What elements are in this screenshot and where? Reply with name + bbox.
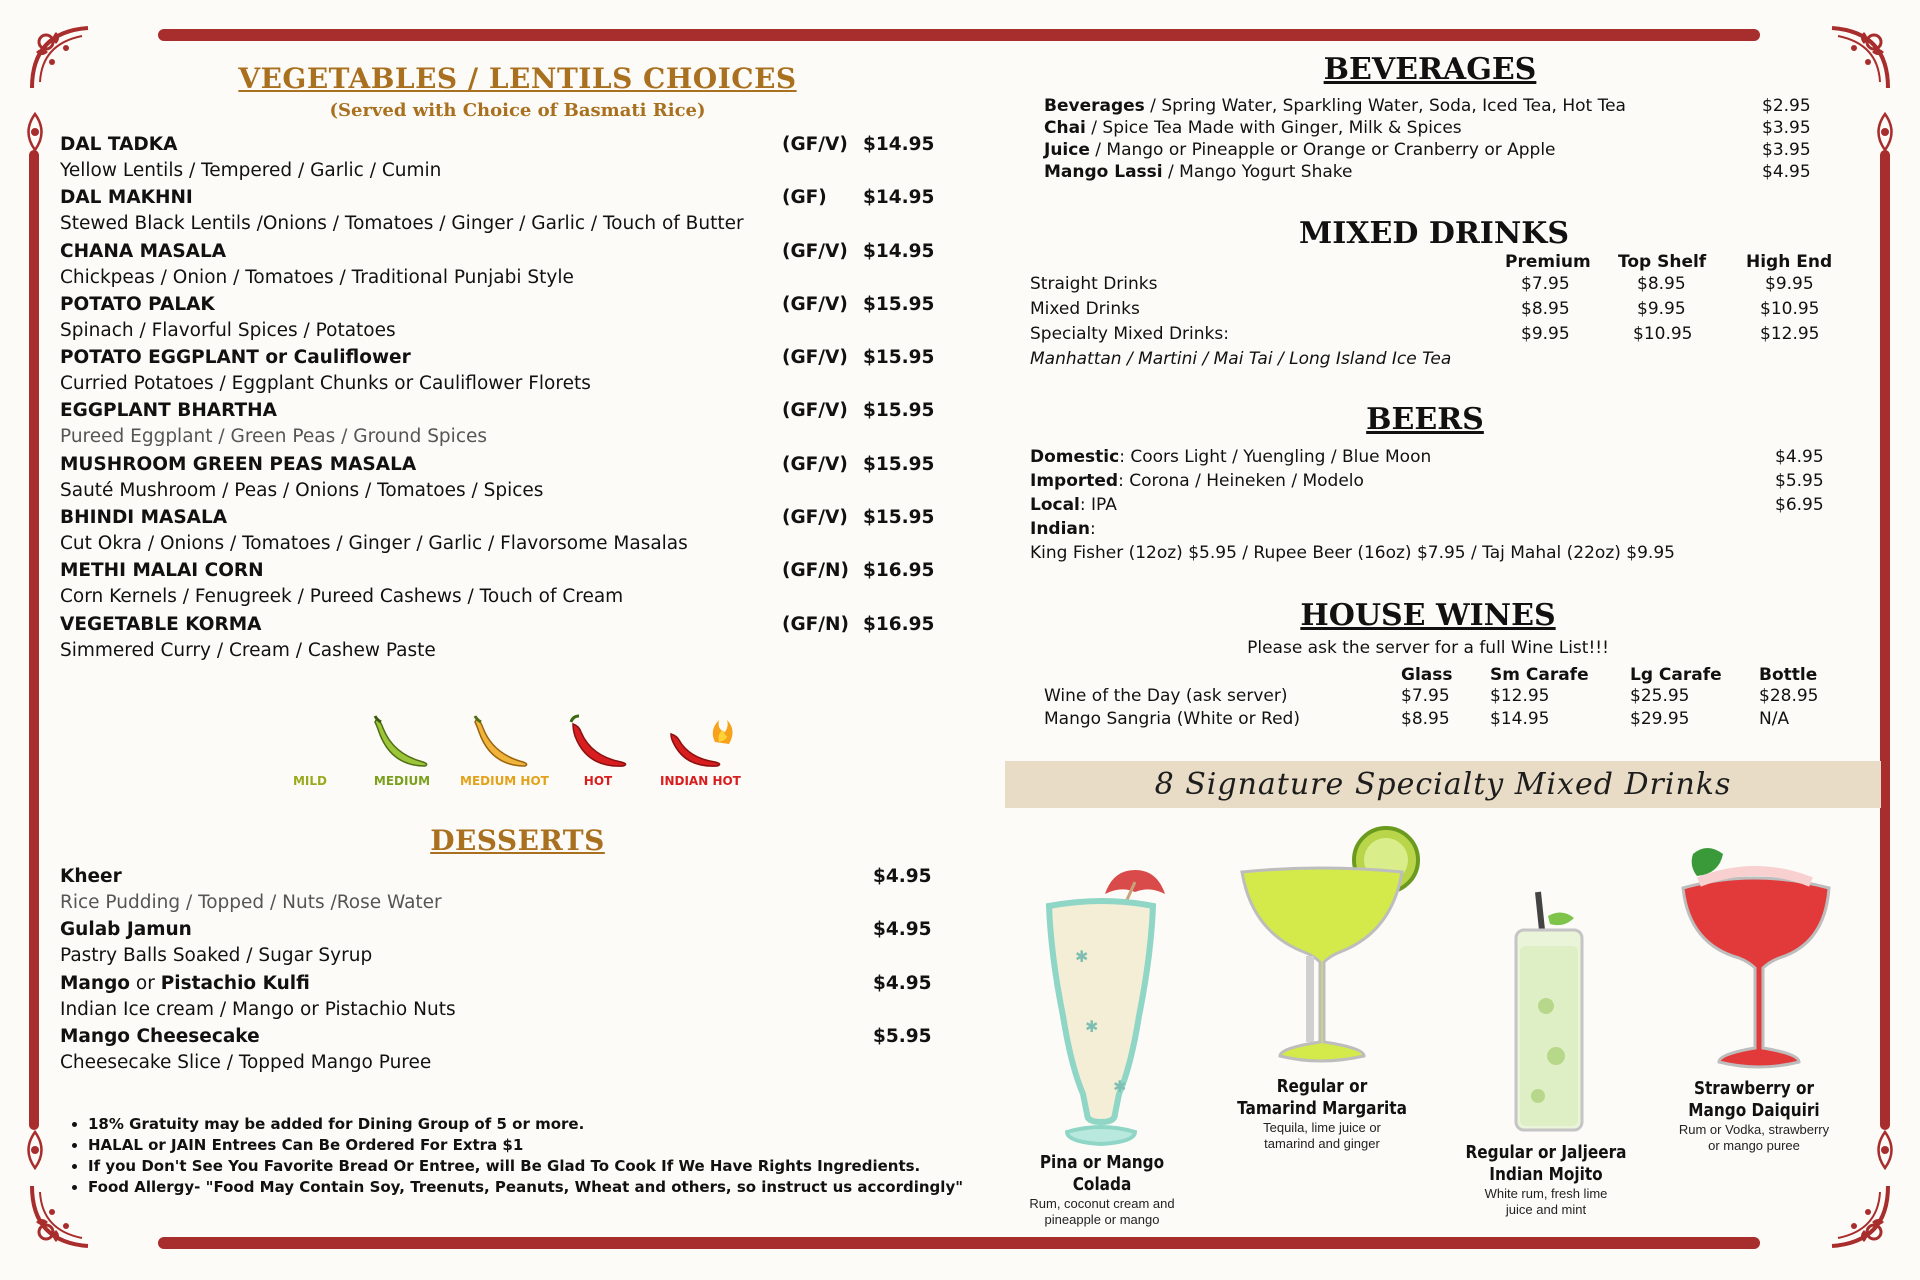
item-price: $16.95 [863, 560, 935, 582]
item-diet-tag: (GF) [782, 187, 827, 209]
price-high-end: $9.95 [1765, 274, 1814, 294]
spice-label: MEDIUM [373, 774, 431, 788]
beer-category: Local [1030, 495, 1080, 515]
item-diet-tag: (GF/V) [782, 240, 848, 262]
yellow-chili-icon [465, 712, 535, 772]
drink-description: pineapple or mango [1044, 1212, 1160, 1227]
note-item: • Food Allergy- "Food May Contain Soy, Treenuts, Peanuts, Wheat and others, so instruct us accordingly" [88, 1177, 968, 1198]
price-top-shelf: $8.95 [1637, 274, 1686, 294]
beverage-name [1044, 140, 1556, 160]
spice-label: MILD [292, 774, 327, 788]
column-header: Bottle [1759, 665, 1818, 685]
column-header: Premium [1505, 252, 1591, 272]
drink-description: tamarind and ginger [1264, 1136, 1380, 1151]
item-name: POTATO PALAK [60, 293, 215, 315]
item-price: $16.95 [863, 613, 935, 635]
beverage-price: $3.95 [1762, 140, 1811, 160]
item-diet-tag: (GF/N) [782, 613, 849, 635]
beverage-detail: / Mango or Pineapple or Orange or Cranberry or Apple [1089, 140, 1556, 160]
item-name-part: Pistachio Kulfi [160, 972, 310, 994]
wine-name: Mango Sangria (White or Red) [1044, 709, 1300, 729]
item-description: Rice Pudding / Topped / Nuts /Rose Water [60, 892, 442, 913]
wine-name: Wine of the Day (ask server) [1044, 686, 1288, 706]
item-description: Simmered Curry / Cream / Cashew Paste [60, 639, 436, 661]
item-diet-tag: (GF/V) [782, 507, 848, 529]
menu-item [60, 187, 940, 240]
item-diet-tag: (GF/V) [782, 453, 848, 475]
item-price: $5.95 [873, 1025, 932, 1047]
item-description: Cheesecake Slice / Topped Mango Puree [60, 1051, 432, 1073]
beer-category: Indian [1030, 519, 1090, 539]
drink-card-daiquiri [1654, 838, 1854, 1154]
drink-description: or mango puree [1708, 1138, 1800, 1153]
drink-card-colada [1002, 862, 1202, 1228]
price-bottle: N/A [1759, 709, 1790, 729]
beer-price: $4.95 [1775, 447, 1824, 467]
red-chili-icon [563, 712, 633, 772]
spice-level-legend [270, 712, 750, 792]
desserts-list [60, 866, 940, 1079]
item-diet-tag: (GF/V) [782, 134, 848, 155]
beverage-price: $3.95 [1762, 118, 1811, 138]
beverage-price: $4.95 [1762, 162, 1811, 182]
beverage-name [1044, 162, 1352, 182]
price-glass: $8.95 [1401, 709, 1450, 729]
svg-text:✱: ✱ [1085, 1017, 1099, 1036]
price-top-shelf: $9.95 [1637, 299, 1686, 319]
drink-name: Straight Drinks [1030, 274, 1158, 294]
column-header: High End [1746, 252, 1833, 272]
signature-drinks-banner: 8 Signature Specialty Mixed Drinks [1005, 761, 1881, 808]
beverage-price: $2.95 [1762, 96, 1811, 116]
price-bottle: $28.95 [1759, 686, 1819, 706]
beverage-name-bold: Juice [1044, 140, 1090, 160]
note-item: • 18% Gratuity may be added for Dining Group of 5 or more. [88, 1114, 968, 1135]
beer-price: $6.95 [1775, 495, 1824, 515]
price-high-end: $12.95 [1760, 324, 1820, 344]
menu-item [60, 400, 940, 453]
item-description: Chickpeas / Onion / Tomatoes / Traditional Punjabi Style [60, 266, 574, 288]
beer-category: Domestic [1030, 447, 1120, 467]
drink-card-mojito [1446, 886, 1646, 1218]
drink-name-line: Strawberry or [1693, 1078, 1815, 1099]
specialty-drinks-list: Manhattan / Martini / Mai Tai / Long Island Ice Tea [1030, 349, 1452, 369]
drink-name-line: Indian Mojito [1489, 1164, 1603, 1185]
daiquiri-glass-icon [1669, 838, 1839, 1078]
menu-item [60, 1026, 940, 1079]
indian-beer-row: King Fisher (12oz) $5.95 / Rupee Beer (16oz) $7.95 / Taj Mahal (22oz) $9.95 [1030, 543, 1675, 563]
item-price: $4.95 [873, 919, 932, 941]
item-description: Stewed Black Lentils /Onions / Tomatoes / Ginger / Garlic / Touch of Butter [60, 213, 744, 235]
frame-right-border [1880, 150, 1890, 1130]
note-item: • If you Don't See You Favorite Bread Or Entree, will Be Glad To Cook If We Have Rights Ingredients. [88, 1156, 968, 1177]
price-glass: $7.95 [1401, 686, 1450, 706]
margarita-glass-icon [1222, 826, 1422, 1076]
menu-item [60, 866, 940, 919]
drink-name-line: Regular or Jaljeera [1465, 1142, 1627, 1163]
menu-item [60, 294, 940, 347]
price-sm-carafe: $14.95 [1490, 709, 1550, 729]
item-description: Yellow Lentils / Tempered / Garlic / Cumin [60, 160, 442, 181]
beer-row [1030, 519, 1830, 543]
frame-bottom-border [158, 1237, 1760, 1249]
item-description: Cut Okra / Onions / Tomatoes / Ginger / Garlic / Flavorsome Masalas [60, 533, 688, 555]
column-header: Glass [1401, 665, 1453, 685]
beverage-detail: / Mango Yogurt Shake [1162, 162, 1353, 182]
item-name: EGGPLANT BHARTHA [60, 400, 277, 422]
beverages-list [1044, 96, 1824, 184]
item-name: Mango Cheesecake [60, 1025, 260, 1047]
beer-brands: : [1090, 519, 1096, 539]
drink-card-margarita [1222, 826, 1422, 1152]
item-name: Kheer [60, 866, 122, 887]
column-header: Top Shelf [1618, 252, 1707, 272]
spice-level-medium [362, 712, 442, 788]
item-description: Curried Potatoes / Eggplant Chunks or Cauliflower Florets [60, 373, 591, 395]
spice-level-indian-hot [660, 712, 740, 788]
drink-description: White rum, fresh lime [1484, 1186, 1608, 1201]
spice-label: HOT [583, 774, 613, 788]
beverage-name [1044, 96, 1626, 116]
beer-row [1030, 471, 1830, 495]
item-price: $15.95 [863, 507, 935, 529]
spice-level-mild [270, 712, 350, 788]
item-name: VEGETABLE KORMA [60, 613, 262, 635]
spice-label: MEDIUM HOT [460, 774, 549, 788]
drink-name: Specialty Mixed Drinks: [1030, 324, 1229, 344]
beer-brands: : Corona / Heineken / Modelo [1118, 471, 1364, 491]
menu-item [60, 454, 940, 507]
beverages-title: BEVERAGES [1323, 52, 1537, 87]
item-price: $15.95 [863, 293, 935, 315]
item-name: DAL MAKHNI [60, 187, 193, 209]
menu-item [60, 347, 940, 400]
drink-name-line: Regular or [1276, 1076, 1368, 1097]
drink-description: juice and mint [1505, 1202, 1587, 1217]
menu-item [60, 560, 940, 613]
frame-left-border [29, 150, 39, 1130]
beverage-name-bold: Mango Lassi [1044, 162, 1163, 182]
menu-item [60, 973, 940, 1026]
item-price: $14.95 [863, 240, 935, 262]
side-ornament-icon [1870, 112, 1900, 152]
side-ornament-icon [20, 112, 50, 152]
blank-icon [270, 712, 350, 772]
drink-name: Mixed Drinks [1030, 299, 1140, 319]
side-ornament-icon [1870, 1130, 1900, 1170]
column-header: Lg Carafe [1630, 665, 1722, 685]
vegetables-title: VEGETABLES / LENTILS CHOICES [238, 62, 797, 95]
item-price: $15.95 [863, 347, 935, 369]
item-price: $15.95 [863, 400, 935, 422]
price-high-end: $10.95 [1760, 299, 1820, 319]
spice-level-hot [558, 712, 638, 788]
green-chili-icon [367, 712, 437, 772]
item-description: Spinach / Flavorful Spices / Potatoes [60, 319, 396, 341]
mojito-glass-icon [1486, 886, 1606, 1142]
beer-category: Imported [1030, 471, 1119, 491]
beverage-row [1044, 118, 1824, 140]
beverage-name [1044, 118, 1462, 138]
item-price: $4.95 [873, 866, 932, 887]
desserts-title: DESSERTS [430, 824, 605, 857]
item-name: METHI MALAI CORN [60, 560, 264, 582]
menu-item [60, 614, 940, 667]
price-premium: $7.95 [1521, 274, 1570, 294]
menu-item [60, 241, 940, 294]
menu-item [60, 134, 940, 187]
svg-text:✱: ✱ [1075, 947, 1089, 966]
beverage-detail: / Spring Water, Sparkling Water, Soda, Iced Tea, Hot Tea [1144, 96, 1626, 116]
item-description: Pureed Eggplant / Green Peas / Ground Spices [60, 426, 488, 448]
item-name: CHANA MASALA [60, 240, 227, 262]
note-item: • HALAL or JAIN Entrees Can Be Ordered For Extra $1 [88, 1135, 968, 1156]
price-sm-carafe: $12.95 [1490, 686, 1550, 706]
beverage-name-bold: Beverages [1044, 96, 1145, 116]
item-name: DAL TADKA [60, 134, 178, 155]
column-header: Sm Carafe [1490, 665, 1589, 685]
beer-brands: : Coors Light / Yuengling / Blue Moon [1119, 447, 1432, 467]
drink-name-line: Mango Daiquiri [1688, 1100, 1820, 1121]
vegetables-subtitle: (Served with Choice of Basmati Rice) [329, 100, 706, 121]
wine-row [1044, 686, 1844, 709]
price-lg-carafe: $25.95 [1630, 686, 1690, 706]
mixed-drink-row [1030, 324, 1830, 349]
item-name [60, 973, 310, 994]
price-top-shelf: $10.95 [1633, 324, 1693, 344]
wine-row [1044, 709, 1844, 732]
item-name: POTATO EGGPLANT or Cauliflower [60, 347, 411, 369]
menu-item [60, 919, 940, 972]
drink-description: Rum, coconut cream and [1029, 1196, 1175, 1211]
price-premium: $9.95 [1521, 324, 1570, 344]
mixed-drink-row [1030, 299, 1830, 324]
item-name-part: Mango [60, 972, 131, 994]
beverage-row [1044, 162, 1824, 184]
item-price: $15.95 [863, 453, 935, 475]
menu-item [60, 507, 940, 560]
item-price: $14.95 [863, 187, 935, 209]
item-diet-tag: (GF/N) [782, 560, 849, 582]
side-ornament-icon [20, 1130, 50, 1170]
item-name: Gulab Jamun [60, 919, 192, 941]
house-wines-title: HOUSE WINES [1300, 598, 1556, 633]
spice-level-medium-hot [460, 712, 549, 788]
item-description: Corn Kernels / Fenugreek / Pureed Cashews / Touch of Cream [60, 586, 624, 608]
item-name: BHINDI MASALA [60, 507, 228, 529]
item-description: Sauté Mushroom / Peas / Onions / Tomatoes / Spices [60, 479, 544, 501]
beer-brands: : IPA [1079, 495, 1117, 515]
beverage-detail: / Spice Tea Made with Ginger, Milk & Spices [1085, 118, 1462, 138]
item-diet-tag: (GF/V) [782, 347, 848, 369]
item-price: $14.95 [863, 134, 935, 155]
flaming-chili-icon [665, 712, 735, 772]
beverage-name-bold: Chai [1044, 118, 1086, 138]
drink-description: Tequila, lime juice or [1263, 1120, 1381, 1135]
pina-colada-glass-icon [1027, 862, 1177, 1152]
item-description: Pastry Balls Soaked / Sugar Syrup [60, 945, 373, 967]
item-price: $4.95 [873, 972, 932, 994]
drink-name: Pina or Mango Colada [1039, 1152, 1165, 1195]
beers-title: BEERS [1366, 402, 1484, 437]
beer-row [1030, 447, 1830, 471]
item-name: MUSHROOM GREEN PEAS MASALA [60, 453, 417, 475]
beer-price: $5.95 [1775, 471, 1824, 491]
item-diet-tag: (GF/V) [782, 400, 848, 422]
mixed-drinks-title: MIXED DRINKS [1299, 216, 1569, 251]
spice-label: INDIAN HOT [660, 774, 741, 788]
mixed-drink-row [1030, 274, 1830, 299]
corner-ornament-icon [1822, 1180, 1894, 1252]
svg-text:✱: ✱ [1113, 1077, 1127, 1096]
wine-list-note: Please ask the server for a full Wine List!!! [1247, 638, 1609, 658]
policy-notes [88, 1114, 968, 1198]
item-name-connector: or [130, 972, 161, 994]
item-description: Indian Ice cream / Mango or Pistachio Nuts [60, 998, 456, 1020]
item-diet-tag: (GF/V) [782, 293, 848, 315]
drink-name-line: Tamarind Margarita [1237, 1098, 1407, 1119]
price-premium: $8.95 [1521, 299, 1570, 319]
vegetables-list [60, 134, 940, 667]
price-lg-carafe: $29.95 [1630, 709, 1690, 729]
frame-top-border [158, 29, 1760, 41]
beer-row [1030, 495, 1830, 519]
beverage-row [1044, 140, 1824, 162]
drink-description: Rum or Vodka, strawberry [1678, 1122, 1830, 1137]
beverage-row [1044, 96, 1824, 118]
